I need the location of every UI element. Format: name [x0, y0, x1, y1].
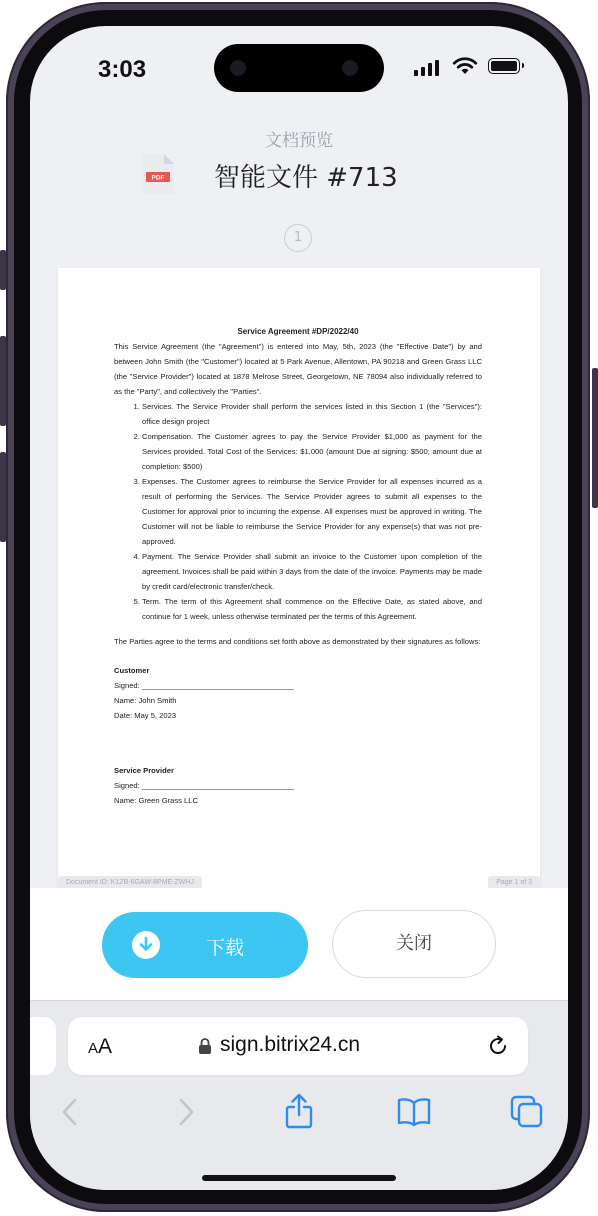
closing-paragraph: The Parties agree to the terms and conditions set forth above as demonstrated by their signatures as follows:: [114, 637, 481, 646]
previous-tab-edge[interactable]: [30, 1017, 56, 1075]
document-page: [58, 268, 540, 888]
camera-dot: [342, 60, 358, 76]
status-bar: [30, 26, 568, 106]
power-button: [592, 368, 598, 508]
text-size-button[interactable]: AA: [88, 1035, 113, 1058]
action-button: [0, 250, 6, 290]
provider-name: Name: Green Grass LLC: [114, 796, 198, 805]
share-icon[interactable]: [284, 1093, 314, 1129]
chevron-right-icon[interactable]: [176, 1097, 196, 1127]
pdf-file-icon: [142, 154, 174, 194]
address-bar[interactable]: [68, 1017, 528, 1075]
download-icon: [132, 931, 160, 959]
clause-item: 5. Term. The term of this Agreement shall commence on the Effective Date, as stated above, and continue for 1 week, unless otherwise terminated per the terms of this Agreement.: [142, 594, 482, 624]
document-title: 智能文件 #713: [214, 163, 398, 193]
provider-heading: Service Provider: [114, 766, 174, 775]
status-time: 3:03: [98, 56, 147, 83]
clause-list: [114, 399, 482, 624]
battery-icon: [488, 58, 520, 74]
lock-icon: [198, 1037, 212, 1055]
document-body: [114, 324, 482, 808]
clause-item: 1. Services. The Service Provider shall perform the services listed in this Section 1 (the "Services"): office design project: [142, 399, 482, 429]
tabs-icon[interactable]: [510, 1095, 544, 1129]
customer-heading: Customer: [114, 666, 150, 675]
clause-item: 3. Expenses. The Customer agrees to reimburse the Service Provider for all expenses incurred as a result of performing the Services. The Service Provider agrees to submit all expenses to the Customer for approval prior to incurring the expense. All expenses must be approved in writing. The Customer will not be liable to reimburse the Service Provider for any expense(s) that was not pre-approved.: [142, 474, 482, 549]
url-text: sign.bitrix24.cn: [220, 1033, 361, 1056]
download-button[interactable]: [102, 912, 308, 978]
document-id: Document ID: K1ZB-6GAW-8PME-ZWHJ: [58, 876, 202, 890]
svg-text:PDF: PDF: [151, 174, 165, 182]
reload-icon[interactable]: [486, 1034, 510, 1058]
bookmarks-book-icon[interactable]: [396, 1097, 432, 1127]
page-indicator: Page 1 of 3: [488, 876, 540, 890]
browser-toolbar: [30, 1000, 568, 1190]
customer-name: Name: John Smith: [114, 696, 177, 705]
close-button[interactable]: 关闭: [332, 910, 496, 978]
volume-up-button: [0, 336, 6, 426]
volume-down-button: [0, 452, 6, 542]
clause-item: 4. Payment. The Service Provider shall submit an invoice to the Customer upon completion of the agreement. Invoices shall be paid within 3 days from the date of the invoice. Payments may be made by credit card/electronic transfer/check.: [142, 549, 482, 594]
download-label: 下载: [206, 937, 245, 959]
preview-label: 文档预览: [265, 131, 333, 151]
page-number-badge: 1: [284, 224, 312, 252]
cellular-signal-icon: [414, 60, 440, 76]
customer-signed-line: Signed: ____________________________________: [114, 681, 294, 690]
chevron-left-icon[interactable]: [60, 1097, 80, 1127]
dynamic-island: [214, 44, 384, 92]
intro-paragraph: This Service Agreement (the "Agreement") is entered into May, 5th, 2023 (the "Effective Date") by and between John Smith (the "Customer") located at 5 Park Avenue, Allentown, PA 90218 and Green Grass LLC (the "Service Provider") located at 1878 Melrose Street, Georgetown, NE 78094 also individually referred to as the "Party", and collectively the "Parties".: [114, 342, 482, 396]
wifi-icon: [452, 56, 478, 76]
action-area: [30, 888, 568, 1000]
clause-item: 2. Compensation. The Customer agrees to pay the Service Provider $1,000 as payment for the Services provided. Total Cost of the Services: $1,000 (amount Due at signing: $500; amount due at completion: $500): [142, 429, 482, 474]
provider-signed-line: Signed: ____________________________________: [114, 781, 294, 790]
screen: [30, 26, 568, 1190]
agreement-title: Service Agreement #DP/2022/40: [237, 327, 359, 336]
sensor-dot: [230, 60, 246, 76]
customer-date: Date: May 5, 2023: [114, 711, 177, 720]
home-indicator[interactable]: [202, 1175, 396, 1181]
